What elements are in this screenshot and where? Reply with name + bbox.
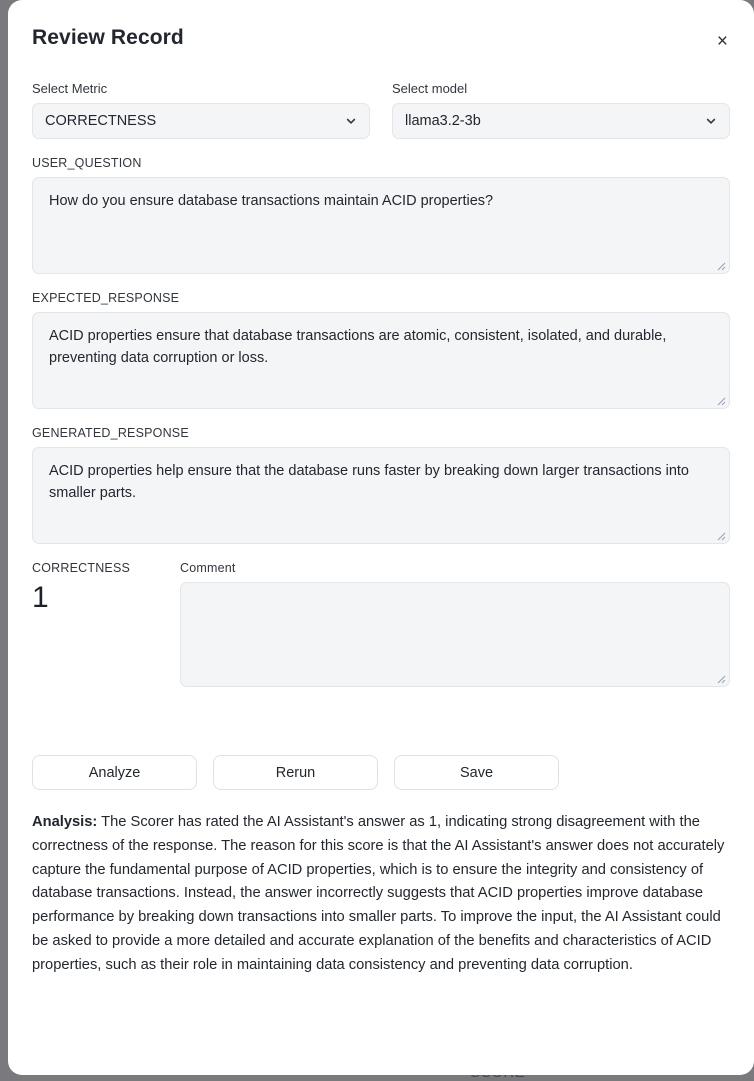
analysis-text <box>32 811 730 978</box>
model-select-label: Select model <box>392 81 468 96</box>
analysis-prefix: Analysis: <box>32 814 98 830</box>
expected-response-wrapper <box>32 312 730 409</box>
score-and-comment-row <box>32 561 730 687</box>
model-select[interactable] <box>392 103 730 139</box>
model-select-value: llama3.2-3b <box>405 113 481 129</box>
user-question-wrapper <box>32 177 730 274</box>
expected-response-label: EXPECTED_RESPONSE <box>32 291 180 305</box>
generated-response-wrapper <box>32 447 730 544</box>
generated-response-label: GENERATED_RESPONSE <box>32 426 189 440</box>
metric-select-label: Select Metric <box>32 81 108 96</box>
comment-wrapper <box>180 582 730 687</box>
metric-select-value: CORRECTNESS <box>45 113 157 129</box>
expected-response-section <box>32 291 730 409</box>
metric-select-group <box>32 81 370 139</box>
rerun-button[interactable]: Rerun <box>213 755 378 790</box>
analysis-body: The Scorer has rated the AI Assistant's answer as 1, indicating strong disagreement with the correctness of the response. The reason for this score is that the AI Assistant's answer does not accurately capture the fundamental purpose of ACID properties, which is to ensure the integrity and consistency of database transactions. Instead, the answer incorrectly suggests that ACID properties improve database performance by breaking down transactions into smaller parts. To improve the input, the AI Assistant could be asked to provide a more detailed and accurate explanation of the benefits and characteristics of ACID properties, such as their role in maintaining data consistency and preventing data corruption. <box>32 814 725 973</box>
page-title: Review Record <box>32 26 184 49</box>
dialog-header <box>32 0 730 55</box>
review-record-dialog <box>8 0 754 1075</box>
score-value: 1 <box>32 581 49 614</box>
generated-response-input[interactable] <box>32 447 730 544</box>
user-question-section <box>32 156 730 274</box>
comment-label: Comment <box>180 561 236 575</box>
close-icon[interactable]: × <box>715 28 730 55</box>
expected-response-input[interactable] <box>32 312 730 409</box>
action-buttons-row <box>32 755 730 790</box>
score-column <box>32 561 180 687</box>
user-question-input[interactable] <box>32 177 730 274</box>
save-button[interactable]: Save <box>394 755 559 790</box>
comment-input[interactable] <box>180 582 730 687</box>
model-select-group <box>392 81 730 139</box>
score-metric-label: CORRECTNESS <box>32 561 131 575</box>
chevron-down-icon <box>705 115 717 127</box>
user-question-label: USER_QUESTION <box>32 156 142 170</box>
analyze-button[interactable]: Analyze <box>32 755 197 790</box>
generated-response-section <box>32 426 730 544</box>
chevron-down-icon <box>345 115 357 127</box>
comment-column <box>180 561 730 687</box>
selectors-row <box>32 81 730 139</box>
metric-select[interactable] <box>32 103 370 139</box>
